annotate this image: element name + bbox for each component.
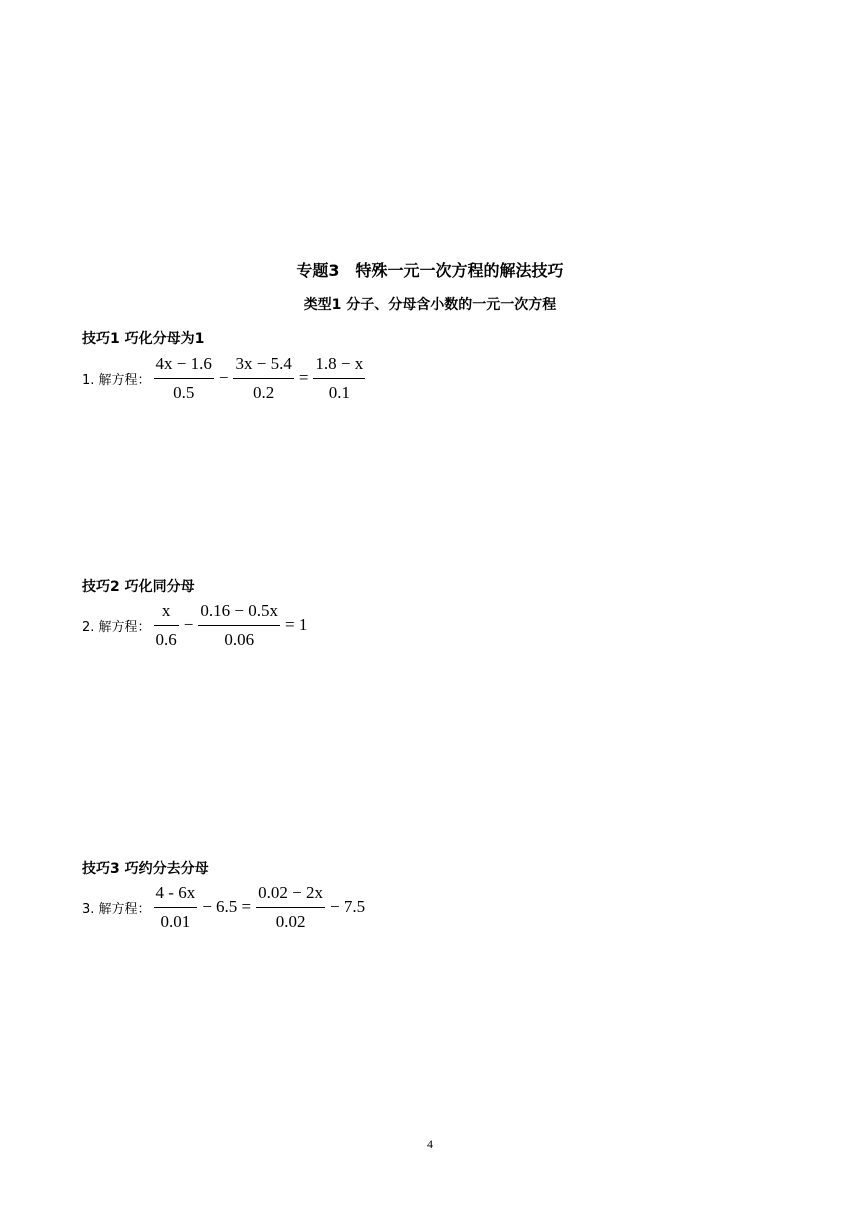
problem-2 [82,597,309,653]
operator: = [298,368,309,387]
denominator: 0.02 [256,907,325,932]
fraction [313,354,365,403]
numerator: 4x − 1.6 [155,353,212,373]
numerator: 4 - 6x [155,882,196,902]
problem-label: 2. 解方程： [82,619,151,635]
fraction [154,601,179,650]
page-number: 4 [427,1137,433,1151]
equation [151,354,369,403]
page-title: 专题3 特殊一元一次方程的解法技巧 [296,261,564,280]
operator: − [218,368,229,387]
denominator: 0.01 [154,907,198,932]
tip-heading-3: 技巧3 巧约分去分母 [82,861,209,877]
problem-1 [82,350,368,406]
fraction [198,601,280,650]
numerator: 0.16 − 0.5x [200,600,278,620]
fraction [256,883,325,932]
denominator: 0.5 [154,378,214,403]
type-heading: 类型1 分子、分母含小数的一元一次方程 [303,297,557,313]
tip-heading-1: 技巧1 巧化分母为1 [82,331,205,347]
fraction [154,354,214,403]
denominator: 0.1 [313,378,365,403]
operator: − [183,615,194,634]
equation [151,601,310,650]
numerator: 3x − 5.4 [235,353,292,373]
denominator: 0.6 [154,625,179,650]
operator: = 1 [284,615,308,634]
denominator: 0.06 [198,625,280,650]
fraction [154,883,198,932]
numerator: x [161,600,171,620]
tip-heading-2: 技巧2 巧化同分母 [82,579,195,595]
denominator: 0.2 [233,378,293,403]
fraction [233,354,293,403]
problem-label: 3. 解方程： [82,901,151,917]
operator: − 6.5 = [202,897,252,916]
equation [151,883,368,932]
problem-3 [82,879,367,935]
numerator: 1.8 − x [315,353,364,373]
numerator: 0.02 − 2x [258,882,323,902]
problem-label: 1. 解方程： [82,372,151,388]
operator: − 7.5 [330,897,366,916]
